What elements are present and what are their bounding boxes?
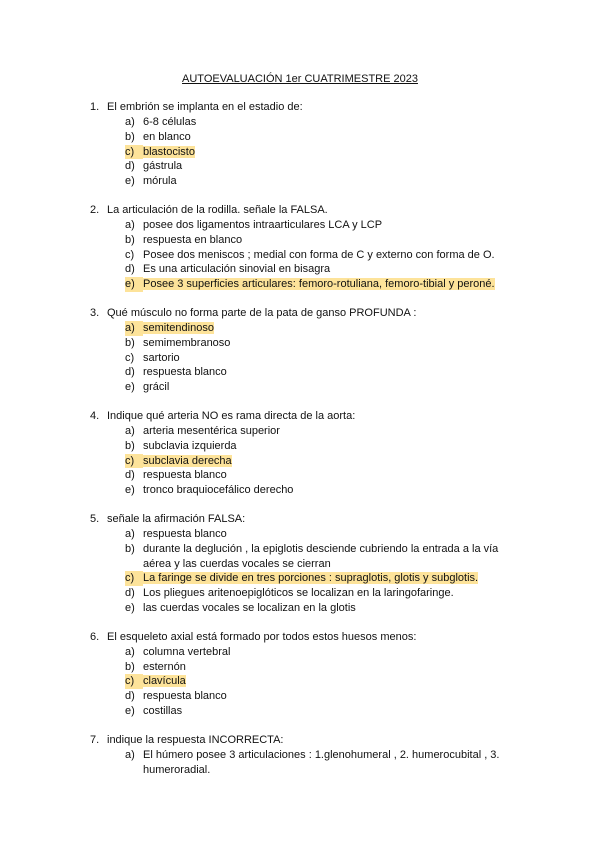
question-3 (90, 306, 520, 395)
option-label: d) (125, 587, 135, 600)
question-text: El embrión se implanta en el estadio de: (107, 101, 303, 113)
option-label: a) (125, 321, 143, 336)
option (125, 601, 520, 616)
question-7 (90, 733, 520, 778)
option-label: c) (125, 674, 143, 689)
option (125, 336, 520, 351)
question-text: El esqueleto axial está formado por todos estos huesos menos: (107, 630, 417, 643)
document-title: AUTOEVALUACIÓN 1er CUATRIMESTRE 2023 (182, 73, 418, 85)
question-number: 4. (90, 409, 100, 422)
question-number: 3. (90, 306, 100, 319)
option-text: sartorio (143, 351, 180, 364)
option-text: semitendinoso (143, 321, 214, 334)
option (125, 748, 520, 778)
option-label: b) (125, 439, 135, 452)
question-number: 2. (90, 203, 100, 216)
option-label: a) (125, 218, 135, 231)
option-text: respuesta blanco (143, 527, 227, 540)
option (125, 248, 520, 263)
option (125, 660, 520, 675)
option-label: b) (125, 542, 135, 555)
option-label: a) (125, 116, 135, 128)
option-label: e) (125, 277, 143, 292)
question-text: Qué músculo no forma parte de la pata de ganso PROFUNDA : (107, 306, 417, 319)
option (125, 115, 520, 130)
question-list (90, 100, 520, 791)
option-text: arteria mesentérica superior (143, 424, 280, 437)
question-2 (90, 203, 520, 292)
option (125, 527, 520, 542)
option-label: b) (125, 660, 135, 673)
question-5 (90, 512, 520, 616)
option (125, 542, 520, 572)
option-text: Es una articulación sinovial en bisagra (143, 263, 331, 276)
option-highlighted (125, 321, 520, 336)
option-highlighted (125, 454, 520, 469)
option-text: Posee dos meniscos ; medial con forma de C y externo con forma de O. (143, 248, 495, 261)
question-4 (90, 409, 520, 498)
option-text: en blanco (143, 130, 191, 143)
option-text: tronco braquiocefálico derecho (143, 484, 294, 497)
option-text: Los pliegues aritenoepiglóticos se localizan en la laringofaringe. (143, 587, 454, 600)
option (125, 351, 520, 366)
option-highlighted (125, 277, 520, 292)
option-label: c) (125, 351, 135, 364)
option-list (125, 424, 520, 498)
option-label: d) (125, 690, 135, 703)
option (125, 483, 520, 498)
option-text: grácil (143, 381, 170, 394)
option-label: e) (125, 704, 135, 717)
option-highlighted (125, 674, 520, 689)
option (125, 468, 520, 483)
option-text: costillas (143, 704, 183, 717)
option-text: Posee 3 superficies articulares: femoro-rotuliana, femoro-tibial y peroné. (143, 278, 495, 291)
option-text: blastocisto (143, 145, 195, 158)
option-list (125, 748, 520, 778)
option-text: semimembranoso (143, 336, 231, 349)
option-text: respuesta blanco (143, 469, 227, 482)
option-label: a) (125, 527, 135, 540)
option (125, 586, 520, 601)
option-label: e) (125, 601, 135, 614)
option-highlighted (125, 571, 520, 586)
option-highlighted (125, 145, 520, 160)
option-label: d) (125, 263, 135, 276)
option-text: respuesta en blanco (143, 233, 243, 246)
option-list (125, 115, 520, 189)
question-text: indique la respuesta INCORRECTA: (107, 733, 284, 746)
option-label: b) (125, 233, 135, 246)
question-number: 5. (90, 512, 100, 525)
option (125, 262, 520, 277)
option-list (125, 527, 520, 616)
option-text: La faringe se divide en tres porciones : supraglotis, glotis y subglotis. (143, 572, 479, 585)
option-label: b) (125, 336, 135, 349)
question-text: La articulación de la rodilla. señale la FALSA. (107, 203, 328, 216)
option-text: posee dos ligamentos intraarticulares LCA y LCP (143, 218, 383, 231)
option-text: El húmero posee 3 articulaciones : 1.glenohumeral , 2. humerocubital , 3. humeroradial. (143, 748, 500, 776)
question-text: señale la afirmación FALSA: (107, 512, 246, 525)
option-text: gástrula (143, 160, 183, 173)
option (125, 645, 520, 660)
option-text: mórula (143, 175, 177, 188)
option-label: d) (125, 160, 135, 173)
question-6 (90, 630, 520, 719)
option (125, 130, 520, 145)
option-text: clavícula (143, 675, 186, 688)
question-number: 7. (90, 733, 100, 746)
option-text: subclavia derecha (143, 454, 232, 467)
option-text: las cuerdas vocales se localizan en la glotis (143, 601, 356, 614)
option-label: e) (125, 381, 135, 394)
option-text: 6-8 células (143, 116, 197, 128)
option (125, 233, 520, 248)
option-list (125, 218, 520, 292)
option-label: a) (125, 748, 135, 761)
option-text: columna vertebral (143, 645, 231, 658)
option (125, 218, 520, 233)
option-label: b) (125, 130, 135, 143)
question-number: 6. (90, 630, 100, 643)
option-label: e) (125, 175, 135, 188)
option (125, 365, 520, 380)
option-text: respuesta blanco (143, 690, 227, 703)
option (125, 424, 520, 439)
option-label: c) (125, 571, 143, 586)
option-label: e) (125, 484, 135, 497)
option-label: d) (125, 469, 135, 482)
option-text: esternón (143, 660, 186, 673)
option (125, 704, 520, 719)
option-list (125, 321, 520, 395)
option (125, 174, 520, 189)
option-label: a) (125, 645, 135, 658)
question-number: 1. (90, 101, 100, 113)
question-1 (90, 100, 520, 189)
option-label: d) (125, 366, 135, 379)
option-text: subclavia izquierda (143, 439, 237, 452)
option (125, 159, 520, 174)
option-label: a) (125, 424, 135, 437)
option-label: c) (125, 454, 143, 469)
option-text: respuesta blanco (143, 366, 227, 379)
option (125, 689, 520, 704)
option-label: c) (125, 145, 143, 160)
option (125, 439, 520, 454)
question-text: Indique qué arteria NO es rama directa de la aorta: (107, 409, 356, 422)
option-list (125, 645, 520, 719)
option (125, 380, 520, 395)
option-label: c) (125, 248, 135, 261)
option-text: durante la deglución , la epiglotis desciende cubriendo la entrada a la vía aérea y las cuerdas vocales se cierran (143, 542, 499, 570)
